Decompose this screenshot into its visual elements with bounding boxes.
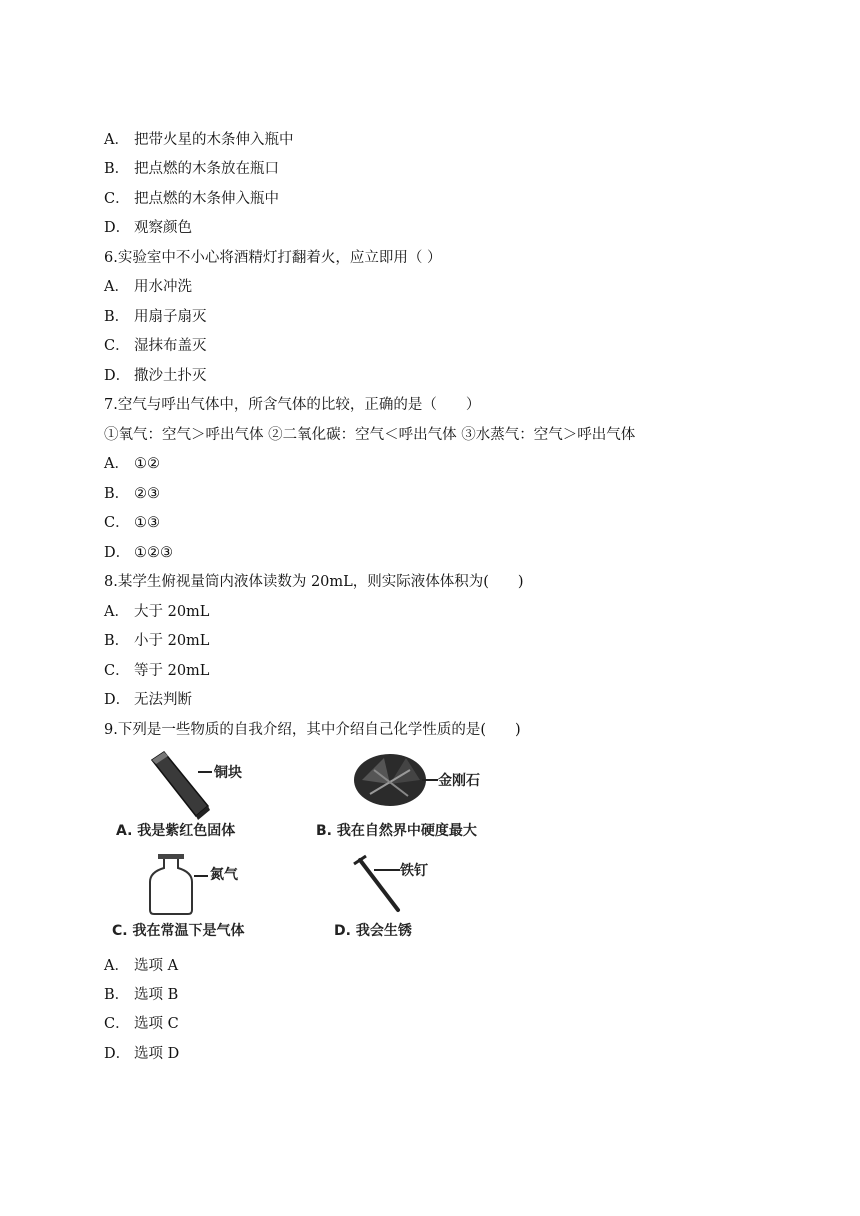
gas-bottle-icon <box>144 852 200 916</box>
q8-option-b: B． 小于 20mL <box>104 633 210 649</box>
q9-stem: 9.下列是一些物质的自我介绍，其中介绍自己化学性质的是( ) <box>104 722 521 738</box>
caption-b: B. 我在自然界中硬度最大 <box>316 823 477 839</box>
q5-option-b: B． 把点燃的木条放在瓶口 <box>104 161 279 177</box>
nail-label-line <box>374 868 400 872</box>
q8-stem: 8.某学生俯视量筒内液体读数为 20mL，则实际液体体积为( ) <box>104 574 524 590</box>
q7-option-c: C． ①③ <box>104 515 160 531</box>
copper-label: 铜块 <box>214 765 242 781</box>
diamond-label: 金刚石 <box>438 773 480 789</box>
q8-option-a: A． 大于 20mL <box>104 604 210 620</box>
q7-option-a: A． ①② <box>104 456 160 472</box>
copper-label-line <box>198 770 212 774</box>
caption-a: A. 我是紫红色固体 <box>116 823 236 839</box>
nitrogen-label-line <box>194 874 208 878</box>
q8-option-c: C． 等于 20mL <box>104 663 210 679</box>
q9-option-b: B． 选项 B <box>104 987 179 1003</box>
q7-statements: ①氧气：空气＞呼出气体 ②二氧化碳：空气＜呼出气体 ③水蒸气：空气＞呼出气体 <box>104 427 636 443</box>
q7-stem: 7.空气与呼出气体中，所含气体的比较，正确的是（ ） <box>104 397 481 413</box>
nitrogen-label: 氮气 <box>210 867 238 883</box>
q5-option-a: A． 把带火星的木条伸入瓶中 <box>104 132 294 148</box>
diamond-label-line <box>422 778 438 782</box>
q7-option-b: B． ②③ <box>104 486 160 502</box>
caption-c: C. 我在常温下是气体 <box>112 923 245 939</box>
q5-option-d: D． 观察颜色 <box>104 220 192 236</box>
q9-option-c: C． 选项 C <box>104 1016 179 1032</box>
q9-option-a: A． 选项 A <box>104 958 179 974</box>
q6-option-b: B． 用扇子扇灭 <box>104 309 207 325</box>
q9-figure <box>110 748 540 948</box>
q6-option-c: C． 湿抹布盖灭 <box>104 338 207 354</box>
nail-label: 铁钉 <box>400 863 428 879</box>
q6-stem: 6.实验室中不小心将酒精灯打翻着火，应立即用（ ） <box>104 250 442 266</box>
q5-option-c: C． 把点燃的木条伸入瓶中 <box>104 191 279 207</box>
q7-option-d: D． ①②③ <box>104 545 173 561</box>
q6-option-d: D． 撒沙土扑灭 <box>104 368 207 384</box>
q6-option-a: A． 用水冲洗 <box>104 279 192 295</box>
caption-d: D. 我会生锈 <box>334 923 412 939</box>
q8-option-d: D． 无法判断 <box>104 692 192 708</box>
q9-option-d: D． 选项 D <box>104 1046 180 1062</box>
copper-block-icon <box>146 750 216 822</box>
